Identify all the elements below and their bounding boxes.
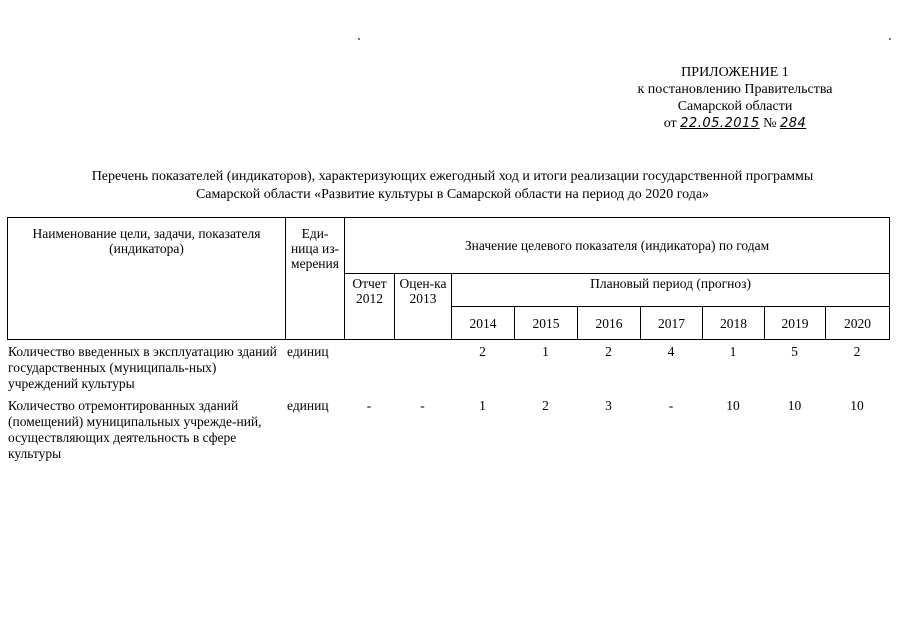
- appendix-region: Самарской области: [677, 99, 793, 114]
- indicator-name: Количество введенных в эксплуатацию зданий государственных (муниципаль-ных) учреждений культуры: [8, 344, 277, 391]
- indicator-value: 1: [729, 344, 737, 359]
- appendix-resolution: к постановлению Правительства: [637, 82, 833, 97]
- indicator-value: 4: [667, 344, 675, 359]
- estimate-label: Оцен-ка: [399, 276, 447, 291]
- indicator-report: -: [366, 398, 372, 413]
- indicator-value: 5: [791, 344, 798, 359]
- indicator-value: 10: [787, 398, 802, 413]
- year-header: 2015: [515, 307, 578, 340]
- indicator-value: -: [668, 398, 674, 413]
- indicators-body-table: [7, 344, 889, 462]
- year-header: 2020: [826, 307, 890, 340]
- indicator-unit: единиц: [287, 398, 329, 413]
- appendix-date-line: [600, 115, 870, 132]
- indicator-estimate: [394, 344, 451, 398]
- handwritten-date: 22.05.2015: [680, 116, 760, 131]
- handwritten-number: 284: [779, 116, 807, 131]
- col-estimate-header: [395, 274, 452, 340]
- year-header: 2019: [765, 307, 826, 340]
- title-line-2: Самарской области «Развитие культуры в Самарской области на период до 2020 года»: [195, 187, 710, 202]
- scan-speck: [358, 38, 360, 40]
- indicator-value: 2: [853, 344, 861, 359]
- indicators-header-table: [7, 217, 890, 340]
- indicator-value: 1: [479, 398, 486, 413]
- appendix-header: [600, 64, 870, 132]
- title-line-1: Перечень показателей (индикаторов), характеризующих ежегодный ход и итоги реализации государственной программы: [91, 169, 814, 184]
- indicator-unit: единиц: [287, 344, 329, 359]
- year-header: 2018: [703, 307, 765, 340]
- year-header: 2014: [452, 307, 515, 340]
- indicator-value: 10: [850, 398, 864, 413]
- col-values-header: Значение целевого показателя (индикатора) по годам: [345, 218, 890, 274]
- col-planned-header: Плановый период (прогноз): [452, 274, 890, 307]
- appendix-title: ПРИЛОЖЕНИЕ 1: [681, 65, 789, 80]
- scan-speck: [889, 38, 891, 40]
- indicator-value: 2: [605, 344, 612, 359]
- year-header: 2016: [578, 307, 641, 340]
- indicator-name: Количество отремонтированных зданий (помещений) муниципальных учрежде-ний, осуществляющих деятельность в сфере культуры: [8, 398, 262, 461]
- table-row: [7, 344, 889, 398]
- indicator-value: 3: [605, 398, 612, 413]
- col-report-header: Отчет 2012: [345, 274, 395, 340]
- table-row: [7, 398, 889, 462]
- indicator-value: 2: [542, 398, 549, 413]
- col-name-header: Наименование цели, задачи, показателя (индикатора): [8, 218, 286, 340]
- from-prefix: от: [663, 116, 677, 131]
- document-title: [0, 168, 905, 204]
- indicator-estimate: -: [420, 398, 425, 413]
- estimate-year: 2013: [409, 291, 437, 306]
- col-unit-header: Еди-ница из-мерения: [286, 218, 345, 340]
- indicator-report: [344, 344, 394, 398]
- year-header: 2017: [641, 307, 703, 340]
- number-prefix: №: [763, 116, 777, 131]
- indicator-value: 1: [542, 344, 549, 359]
- indicator-value: 2: [479, 344, 486, 359]
- indicator-value: 10: [726, 398, 740, 413]
